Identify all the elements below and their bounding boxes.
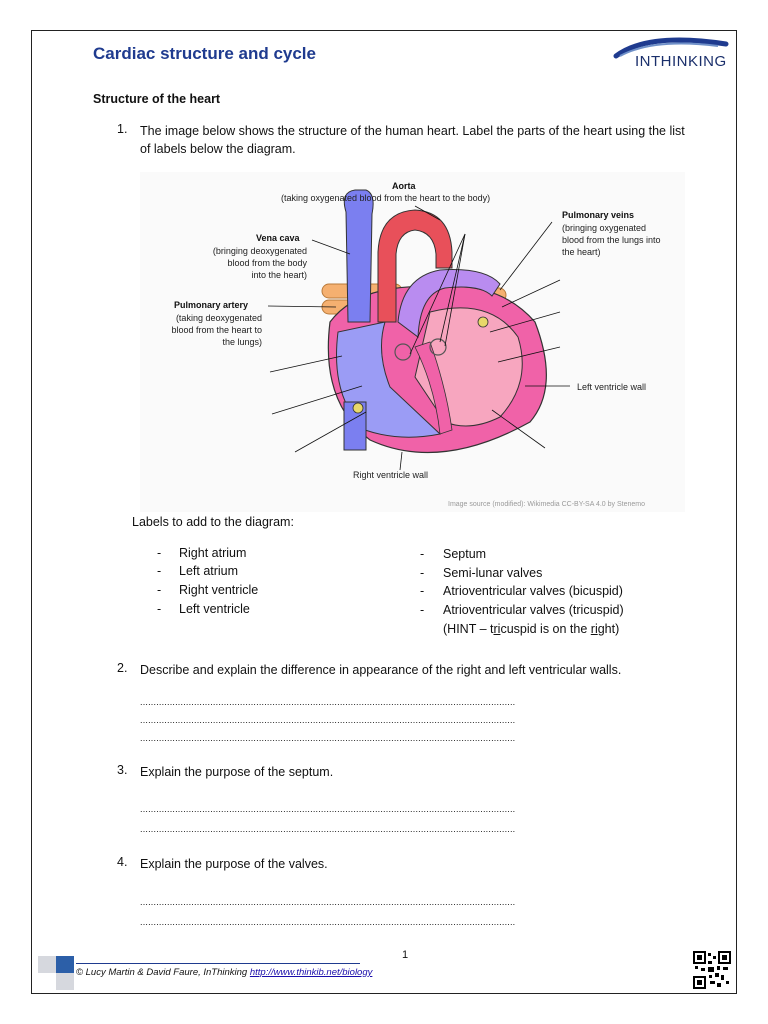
footer-squares-icon xyxy=(38,956,74,990)
label-item: Right atrium xyxy=(179,546,247,560)
label-item: Left atrium xyxy=(179,564,239,578)
image-source: Image source (modified): Wikimedia CC-BY-SA 4.0 by Stenemo xyxy=(448,501,645,508)
label-aorta: Aorta xyxy=(392,181,416,191)
labels-heading: Labels to add to the diagram: xyxy=(132,515,294,529)
label-pulmonary-artery-desc: (taking deoxygenated blood from the heart to the lungs) xyxy=(171,313,262,347)
label-right-ventricle-wall: Right ventricle wall xyxy=(353,470,429,480)
label-item: Septum xyxy=(443,547,487,561)
answer-line[interactable]: ........................................................................................................................................... xyxy=(140,697,516,707)
logo-text: INTHINKING xyxy=(635,53,727,70)
dash: - xyxy=(157,583,162,597)
label-aorta-desc: (taking oxygenated blood from the heart to the body) xyxy=(281,193,491,203)
answer-line[interactable]: ........................................................................................................................................... xyxy=(140,824,516,834)
bicuspid-valve xyxy=(478,317,488,327)
question-4-text: Explain the purpose of the valves. xyxy=(140,857,328,871)
label-left-ventricle-wall: Left ventricle wall xyxy=(577,382,647,392)
question-1-number: 1. xyxy=(117,122,128,136)
label-vena-cava-desc: (bringing deoxygenated blood from the body into the heart) xyxy=(212,246,307,280)
dash: - xyxy=(157,602,162,616)
heart-diagram xyxy=(140,172,685,512)
answer-line[interactable]: ........................................................................................................................................... xyxy=(140,897,516,907)
superior-vena-cava xyxy=(344,190,373,322)
page-number: 1 xyxy=(402,949,409,961)
dash: - xyxy=(157,564,162,578)
question-2-text: Describe and explain the difference in appearance of the right and left ventricular walls. xyxy=(140,663,622,677)
dash: - xyxy=(420,603,425,617)
dash: - xyxy=(420,566,425,580)
dash: - xyxy=(420,584,425,598)
label-pulmonary-artery: Pulmonary artery xyxy=(174,300,249,310)
qr-code-icon xyxy=(693,951,731,989)
question-1-text: The image below shows the structure of the human heart. Label the parts of the heart using the list of labels below the diagram. xyxy=(140,124,685,156)
label-item: Semi-lunar valves xyxy=(443,566,543,580)
footer-divider xyxy=(76,963,360,964)
page-title: Cardiac structure and cycle xyxy=(93,44,316,63)
answer-line[interactable]: ........................................................................................................................................... xyxy=(140,917,516,927)
answer-line[interactable]: ........................................................................................................................................... xyxy=(140,733,516,743)
label-item: Atrioventricular valves (tricuspid) xyxy=(443,603,624,617)
label-item: Right ventricle xyxy=(179,583,259,597)
question-3-number: 3. xyxy=(117,763,128,777)
question-3-text: Explain the purpose of the septum. xyxy=(140,765,334,779)
tricuspid-valve xyxy=(353,403,363,413)
label-pulmonary-veins: Pulmonary veins xyxy=(562,210,635,220)
question-2-number: 2. xyxy=(117,661,128,675)
hint-text: (HINT – tricuspid is on the right) xyxy=(443,622,620,636)
label-item: Left ventricle xyxy=(179,602,250,616)
answer-line[interactable]: ........................................................................................................................................... xyxy=(140,715,516,725)
dash: - xyxy=(157,546,162,560)
label-vena-cava: Vena cava xyxy=(256,233,300,243)
label-pulmonary-veins-desc: (bringing oxygenated blood from the lungs into the heart) xyxy=(562,223,661,257)
question-4-number: 4. xyxy=(117,855,128,869)
label-item: Atrioventricular valves (bicuspid) xyxy=(443,584,623,598)
section-heading: Structure of the heart xyxy=(93,92,221,106)
dash: - xyxy=(420,547,425,561)
answer-line[interactable]: ........................................................................................................................................... xyxy=(140,804,516,814)
footer-link[interactable]: http://www.thinkib.net/biology xyxy=(249,967,373,978)
inthinking-logo xyxy=(608,34,733,74)
footer-credit: © Lucy Martin & David Faure, InThinking http://www.thinkib.net/biology xyxy=(76,967,373,978)
